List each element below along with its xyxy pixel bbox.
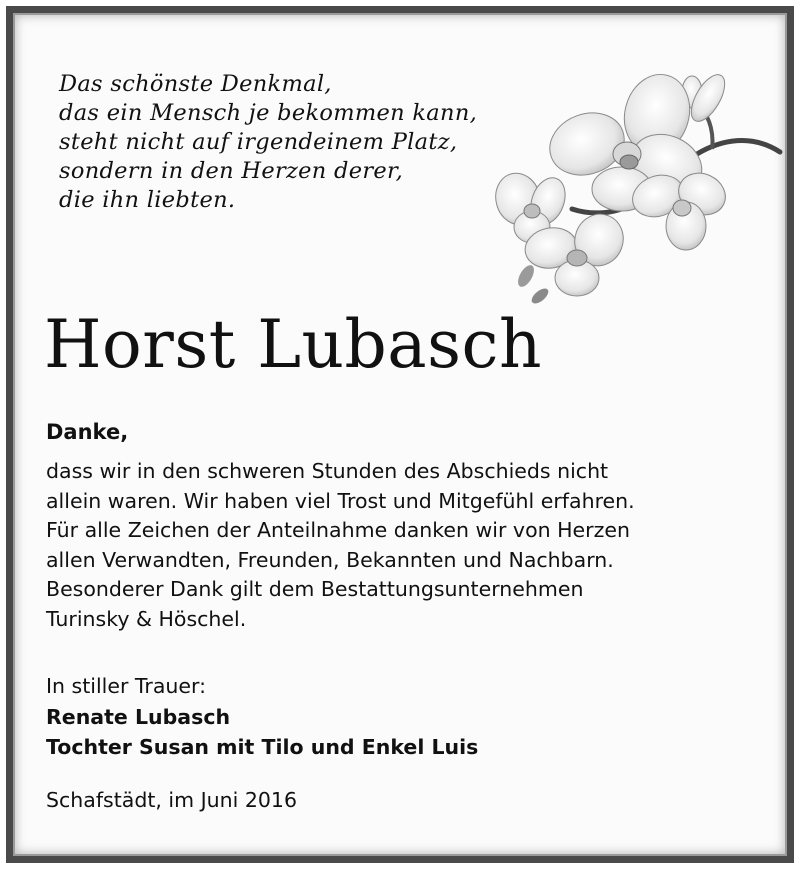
mourner-name: Renate Lubasch xyxy=(46,705,231,729)
thanks-line: Für alle Zeichen der Anteilnahme danken wir von Herzen xyxy=(46,518,630,542)
thanks-line: allein waren. Wir haben viel Trost und Mitgefühl erfahren. xyxy=(46,488,635,513)
poem-line: steht nicht auf irgendeinem Platz, xyxy=(59,129,458,155)
poem-line: sondern in den Herzen derer, xyxy=(59,158,404,184)
thanks-line: dass wir in den schweren Stunden des Abschieds nicht xyxy=(46,459,609,483)
orchid-icon xyxy=(492,64,784,310)
place-date: Schafstädt, im Juni 2016 xyxy=(46,788,298,812)
mourner-name: Tochter Susan mit Tilo und Enkel Luis xyxy=(46,735,479,759)
deceased-name: Horst Lubasch xyxy=(44,306,542,383)
poem-line: die ihn liebten. xyxy=(59,187,236,213)
thanks-line: allen Verwandten, Freunden, Bekannten und Nachbarn. xyxy=(46,547,614,572)
thanks-text xyxy=(46,457,635,634)
poem xyxy=(59,70,477,215)
thanks-line: Turinsky & Höschel. xyxy=(46,606,247,631)
mourning-intro: In stiller Trauer: xyxy=(46,674,206,698)
thanks-line: Besonderer Dank gilt dem Bestattungsunternehmen xyxy=(46,577,584,601)
mourners-list xyxy=(46,702,478,762)
poem-line: Das schönste Denkmal, xyxy=(59,71,332,97)
thanks-heading: Danke, xyxy=(46,420,129,444)
poem-line: das ein Mensch je bekommen kann, xyxy=(59,100,478,126)
